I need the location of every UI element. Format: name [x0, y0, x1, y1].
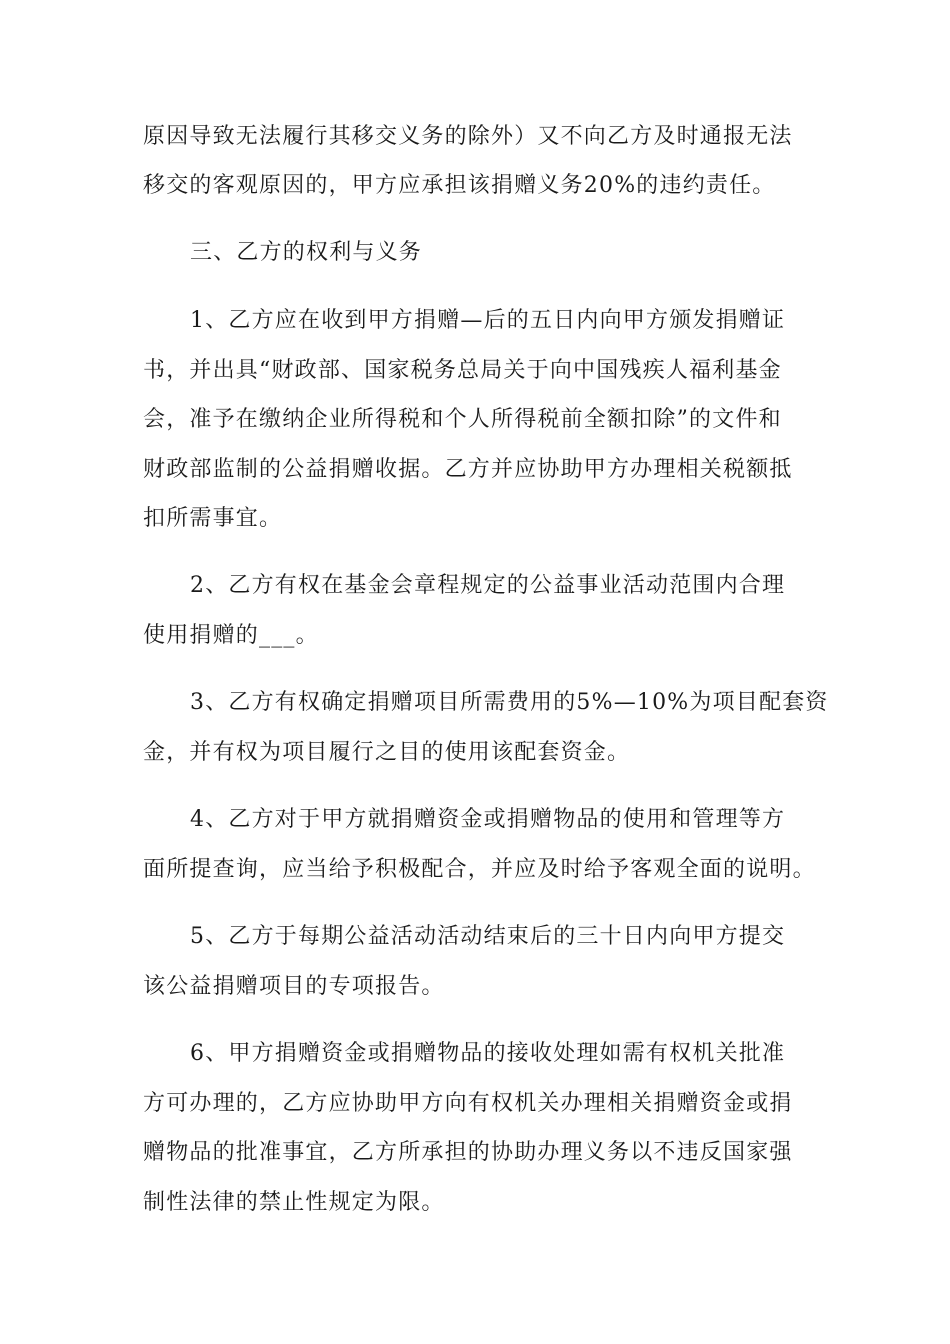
text-line: 书，并出具“财政部、国家税务总局关于向中国残疾人福利基金: [143, 358, 782, 383]
text-line: 原因导致无法履行其移交义务的除外）又不向乙方及时通报无法: [143, 124, 793, 149]
text-line: 6、甲方捐赠资金或捐赠物品的接收处理如需有权机关批准: [190, 1041, 786, 1066]
text-line: 方可办理的，乙方应协助甲方向有权机关办理相关捐赠资金或捐: [143, 1091, 793, 1116]
text-line: 3、乙方有权确定捐赠项目所需费用的5%—10%为项目配套资: [190, 690, 829, 715]
text-line: 5、乙方于每期公益活动活动结束后的三十日内向甲方提交: [190, 924, 786, 949]
text-line: 使用捐赠的___。: [143, 623, 319, 648]
text-line: 会，准予在缴纳企业所得税和个人所得税前全额扣除”的文件和: [143, 407, 782, 432]
text-line: 2、乙方有权在基金会章程规定的公益事业活动范围内合理: [190, 573, 786, 598]
text-line: 1、乙方应在收到甲方捐赠—后的五日内向甲方颁发捐赠证: [190, 308, 786, 333]
text-line: 4、乙方对于甲方就捐赠资金或捐赠物品的使用和管理等方: [190, 807, 786, 832]
section-heading: 三、乙方的权利与义务: [190, 240, 423, 265]
text-line: 该公益捐赠项目的专项报告。: [143, 974, 445, 999]
text-line: 金，并有权为项目履行之目的使用该配套资金。: [143, 740, 631, 765]
text-line: 移交的客观原因的，甲方应承担该捐赠义务20%的违约责任。: [143, 173, 776, 198]
text-line: 扣所需事宜。: [143, 506, 283, 531]
text-line: 制性法律的禁止性规定为限。: [143, 1190, 445, 1215]
text-line: 面所提查询，应当给予积极配合，并应及时给予客观全面的说明。: [143, 857, 816, 882]
text-line: 赠物品的批准事宜，乙方所承担的协助办理义务以不违反国家强: [143, 1140, 793, 1165]
text-line: 财政部监制的公益捐赠收据。乙方并应协助甲方办理相关税额抵: [143, 457, 793, 482]
